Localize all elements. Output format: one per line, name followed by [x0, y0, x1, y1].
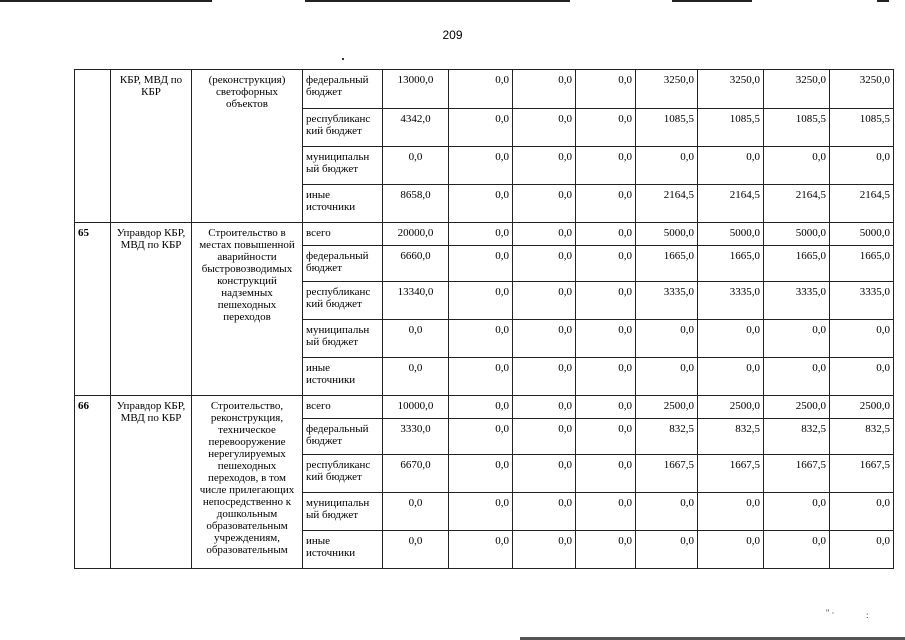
- amount-cell: 0,0: [576, 396, 636, 419]
- funding-source-cell: федеральный бюджет: [303, 246, 383, 282]
- amount-cell: 2500,0: [698, 396, 764, 419]
- amount-cell: 0,0: [449, 531, 513, 569]
- amount-cell: 1085,5: [698, 109, 764, 147]
- amount-cell: 8658,0: [383, 185, 449, 223]
- executor-cell: КБР, МВД по КБР: [111, 70, 192, 223]
- amount-cell: 0,0: [513, 70, 576, 109]
- amount-cell: 0,0: [576, 185, 636, 223]
- executor-cell: Управдор КБР, МВД по КБР: [111, 223, 192, 396]
- amount-cell: 0,0: [383, 358, 449, 396]
- amount-cell: 832,5: [698, 419, 764, 455]
- top-scan-line-left: [0, 0, 212, 2]
- amount-cell: 0,0: [764, 531, 830, 569]
- amount-cell: 0,0: [449, 419, 513, 455]
- funding-source-cell: всего: [303, 396, 383, 419]
- amount-cell: 0,0: [830, 320, 894, 358]
- row-number: 66: [75, 396, 111, 569]
- amount-cell: 0,0: [383, 147, 449, 185]
- amount-cell: 0,0: [576, 358, 636, 396]
- amount-cell: 0,0: [576, 282, 636, 320]
- amount-cell: 0,0: [576, 419, 636, 455]
- amount-cell: 0,0: [449, 282, 513, 320]
- amount-cell: 3335,0: [764, 282, 830, 320]
- amount-cell: 0,0: [513, 246, 576, 282]
- funding-source-cell: муниципальн ый бюджет: [303, 147, 383, 185]
- amount-cell: 5000,0: [636, 223, 698, 246]
- scan-mark: :: [866, 610, 869, 620]
- amount-cell: 10000,0: [383, 396, 449, 419]
- amount-cell: 0,0: [513, 493, 576, 531]
- amount-cell: 1665,0: [636, 246, 698, 282]
- amount-cell: 3250,0: [764, 70, 830, 109]
- amount-cell: 832,5: [764, 419, 830, 455]
- amount-cell: 0,0: [576, 147, 636, 185]
- amount-cell: 2500,0: [636, 396, 698, 419]
- amount-cell: 3335,0: [698, 282, 764, 320]
- amount-cell: 6670,0: [383, 455, 449, 493]
- amount-cell: 832,5: [636, 419, 698, 455]
- scan-mark: '' ·: [826, 608, 835, 618]
- amount-cell: 0,0: [449, 185, 513, 223]
- funding-source-cell: всего: [303, 223, 383, 246]
- amount-cell: 0,0: [576, 223, 636, 246]
- amount-cell: 3335,0: [636, 282, 698, 320]
- funding-source-cell: федеральный бюджет: [303, 419, 383, 455]
- amount-cell: 1085,5: [764, 109, 830, 147]
- measure-name-cell: Строительство, реконструкция, техническое перевооружение нерегулируемых пешеходных переходов, в том числе прилегающих непосредственно к дошкольным образовательным учреждениям, образовательным: [192, 396, 303, 569]
- amount-cell: 0,0: [576, 320, 636, 358]
- amount-cell: 13000,0: [383, 70, 449, 109]
- amount-cell: 5000,0: [698, 223, 764, 246]
- amount-cell: 0,0: [513, 147, 576, 185]
- amount-cell: 2164,5: [830, 185, 894, 223]
- amount-cell: 1665,0: [698, 246, 764, 282]
- top-scan-line-tail: [877, 0, 889, 2]
- amount-cell: 1085,5: [830, 109, 894, 147]
- amount-cell: 3335,0: [830, 282, 894, 320]
- amount-cell: 1667,5: [830, 455, 894, 493]
- row-number: 65: [75, 223, 111, 396]
- amount-cell: 0,0: [449, 320, 513, 358]
- amount-cell: 0,0: [513, 185, 576, 223]
- amount-cell: 6660,0: [383, 246, 449, 282]
- amount-cell: 2500,0: [764, 396, 830, 419]
- amount-cell: 0,0: [698, 147, 764, 185]
- amount-cell: 0,0: [449, 358, 513, 396]
- amount-cell: 1667,5: [636, 455, 698, 493]
- amount-cell: 0,0: [513, 320, 576, 358]
- row-number: [75, 70, 111, 223]
- amount-cell: 0,0: [449, 455, 513, 493]
- scan-speck: [342, 58, 344, 60]
- amount-cell: 0,0: [576, 531, 636, 569]
- amount-cell: 0,0: [449, 223, 513, 246]
- amount-cell: 0,0: [698, 493, 764, 531]
- amount-cell: 0,0: [636, 358, 698, 396]
- amount-cell: 5000,0: [764, 223, 830, 246]
- amount-cell: 20000,0: [383, 223, 449, 246]
- amount-cell: 0,0: [830, 493, 894, 531]
- measure-name-cell: Строительство в местах повышенной аварийности быстровозводимых конструкций надземных пешеходных переходов: [192, 223, 303, 396]
- amount-cell: 0,0: [449, 246, 513, 282]
- amount-cell: 3250,0: [830, 70, 894, 109]
- funding-source-cell: муниципальн ый бюджет: [303, 320, 383, 358]
- page-number: 209: [442, 28, 463, 42]
- amount-cell: 0,0: [449, 493, 513, 531]
- amount-cell: 0,0: [513, 358, 576, 396]
- funding-source-cell: республиканс кий бюджет: [303, 282, 383, 320]
- budget-table: [74, 69, 894, 569]
- amount-cell: 2500,0: [830, 396, 894, 419]
- amount-cell: 0,0: [383, 531, 449, 569]
- amount-cell: 0,0: [576, 455, 636, 493]
- funding-source-cell: муниципальн ый бюджет: [303, 493, 383, 531]
- amount-cell: 0,0: [449, 109, 513, 147]
- measure-name-cell: (реконструкция) светофорных объектов: [192, 70, 303, 223]
- amount-cell: 0,0: [576, 109, 636, 147]
- amount-cell: 0,0: [698, 320, 764, 358]
- amount-cell: 0,0: [513, 396, 576, 419]
- funding-source-cell: иные источники: [303, 531, 383, 569]
- funding-source-cell: иные источники: [303, 185, 383, 223]
- amount-cell: 0,0: [764, 358, 830, 396]
- amount-cell: 0,0: [830, 531, 894, 569]
- amount-cell: 0,0: [513, 109, 576, 147]
- amount-cell: 0,0: [830, 147, 894, 185]
- amount-cell: 0,0: [576, 493, 636, 531]
- amount-cell: 1665,0: [830, 246, 894, 282]
- amount-cell: 2164,5: [764, 185, 830, 223]
- funding-source-cell: республиканс кий бюджет: [303, 109, 383, 147]
- amount-cell: 1667,5: [698, 455, 764, 493]
- amount-cell: 0,0: [636, 493, 698, 531]
- table-row: [75, 396, 894, 419]
- top-scan-line-right: [672, 0, 752, 2]
- amount-cell: 1085,5: [636, 109, 698, 147]
- amount-cell: 0,0: [449, 396, 513, 419]
- amount-cell: 3250,0: [636, 70, 698, 109]
- amount-cell: 2164,5: [636, 185, 698, 223]
- amount-cell: 0,0: [576, 246, 636, 282]
- amount-cell: 1667,5: [764, 455, 830, 493]
- table-row: [75, 223, 894, 246]
- amount-cell: 0,0: [636, 531, 698, 569]
- amount-cell: 4342,0: [383, 109, 449, 147]
- amount-cell: 0,0: [698, 531, 764, 569]
- amount-cell: 0,0: [764, 320, 830, 358]
- funding-source-cell: иные источники: [303, 358, 383, 396]
- amount-cell: 0,0: [764, 147, 830, 185]
- amount-cell: 0,0: [383, 493, 449, 531]
- amount-cell: 0,0: [449, 70, 513, 109]
- amount-cell: 0,0: [698, 358, 764, 396]
- amount-cell: 13340,0: [383, 282, 449, 320]
- amount-cell: 2164,5: [698, 185, 764, 223]
- amount-cell: 0,0: [636, 147, 698, 185]
- amount-cell: 0,0: [513, 419, 576, 455]
- executor-cell: Управдор КБР, МВД по КБР: [111, 396, 192, 569]
- amount-cell: 5000,0: [830, 223, 894, 246]
- amount-cell: 0,0: [383, 320, 449, 358]
- amount-cell: 0,0: [513, 282, 576, 320]
- amount-cell: 0,0: [449, 147, 513, 185]
- amount-cell: 0,0: [830, 358, 894, 396]
- amount-cell: 832,5: [830, 419, 894, 455]
- funding-source-cell: федеральный бюджет: [303, 70, 383, 109]
- amount-cell: 3330,0: [383, 419, 449, 455]
- table-row: [75, 70, 894, 109]
- top-scan-line-mid: [305, 0, 570, 2]
- amount-cell: 0,0: [576, 70, 636, 109]
- amount-cell: 0,0: [513, 455, 576, 493]
- amount-cell: 1665,0: [764, 246, 830, 282]
- funding-source-cell: республиканс кий бюджет: [303, 455, 383, 493]
- table-body: [75, 70, 894, 569]
- amount-cell: 3250,0: [698, 70, 764, 109]
- amount-cell: 0,0: [513, 223, 576, 246]
- amount-cell: 0,0: [636, 320, 698, 358]
- amount-cell: 0,0: [764, 493, 830, 531]
- amount-cell: 0,0: [513, 531, 576, 569]
